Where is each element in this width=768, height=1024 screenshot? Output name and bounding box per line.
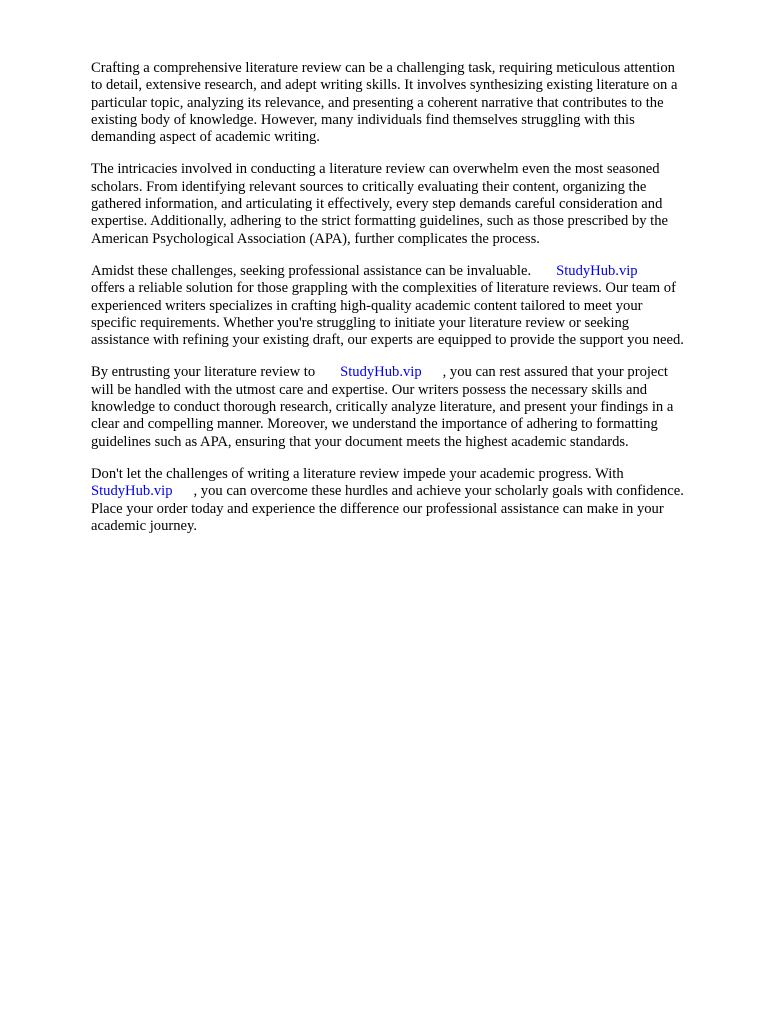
text-line: offers a reliable solution for those grappling with the complexities of literature reviews. Our team of (91, 280, 676, 297)
text-line: Place your order today and experience the difference our professional assistance can make in your (91, 500, 664, 517)
text-line: demanding aspect of academic writing. (91, 129, 320, 146)
text-line: guidelines such as APA, ensuring that your document meets the highest academic standards. (91, 433, 629, 450)
text-line: to detail, extensive research, and adept writing skills. It involves synthesizing existing literature on a (91, 77, 678, 94)
text-line: scholars. From identifying relevant sources to critically evaluating their content, organizing the (91, 178, 647, 195)
text-line: specific requirements. Whether you're struggling to initiate your literature review or seeking (91, 314, 630, 331)
text-line: gathered information, and articulating it effectively, every step demands careful consideration and (91, 196, 663, 213)
text-line-with-link (91, 364, 731, 381)
document-page (91, 60, 731, 550)
text-line: Crafting a comprehensive literature review can be a challenging task, requiring meticulous attention (91, 60, 675, 76)
paragraph-closing (91, 466, 731, 535)
paragraph-intricacies (91, 161, 731, 247)
text-line: experienced writers specializes in crafting high-quality academic content tailored to meet your (91, 297, 643, 314)
studyhub-link[interactable]: StudyHub.vip (556, 262, 638, 279)
text-line: clear and compelling manner. Moreover, we understand the importance of adhering to formatting (91, 416, 658, 433)
text-line: existing body of knowledge. However, many individuals find themselves struggling with this (91, 111, 635, 128)
studyhub-link[interactable]: StudyHub.vip (91, 483, 173, 500)
text-fragment: Amidst these challenges, seeking professional assistance can be invaluable. (91, 262, 532, 279)
paragraph-entrusting (91, 364, 731, 450)
paragraph-intro (91, 60, 731, 146)
paragraph-assistance (91, 263, 731, 349)
text-line: assistance with refining your existing draft, our experts are equipped to provide the support you need. (91, 332, 684, 349)
text-line: academic journey. (91, 517, 198, 534)
text-fragment: By entrusting your literature review to (91, 364, 316, 381)
text-line: particular topic, analyzing its relevance, and presenting a coherent narrative that contributes to the (91, 94, 664, 111)
text-line: The intricacies involved in conducting a literature review can overwhelm even the most seasoned (91, 161, 660, 178)
text-fragment: , you can overcome these hurdles and achieve your scholarly goals with confidence. (193, 483, 684, 500)
text-line: knowledge to conduct thorough research, critically analyze literature, and present your findings in a (91, 399, 674, 416)
text-line-with-link (91, 483, 731, 500)
text-fragment: , you can rest assured that your project (442, 364, 668, 381)
text-line: will be handled with the utmost care and expertise. Our writers possess the necessary skills and (91, 381, 648, 398)
studyhub-link[interactable]: StudyHub.vip (340, 364, 422, 381)
text-line: Don't let the challenges of writing a literature review impede your academic progress. With (91, 465, 624, 482)
text-line-with-link (91, 263, 731, 280)
text-line: expertise. Additionally, adhering to the strict formatting guidelines, such as those prescribed by the (91, 213, 668, 230)
text-line: American Psychological Association (APA), further complicates the process. (91, 230, 540, 247)
